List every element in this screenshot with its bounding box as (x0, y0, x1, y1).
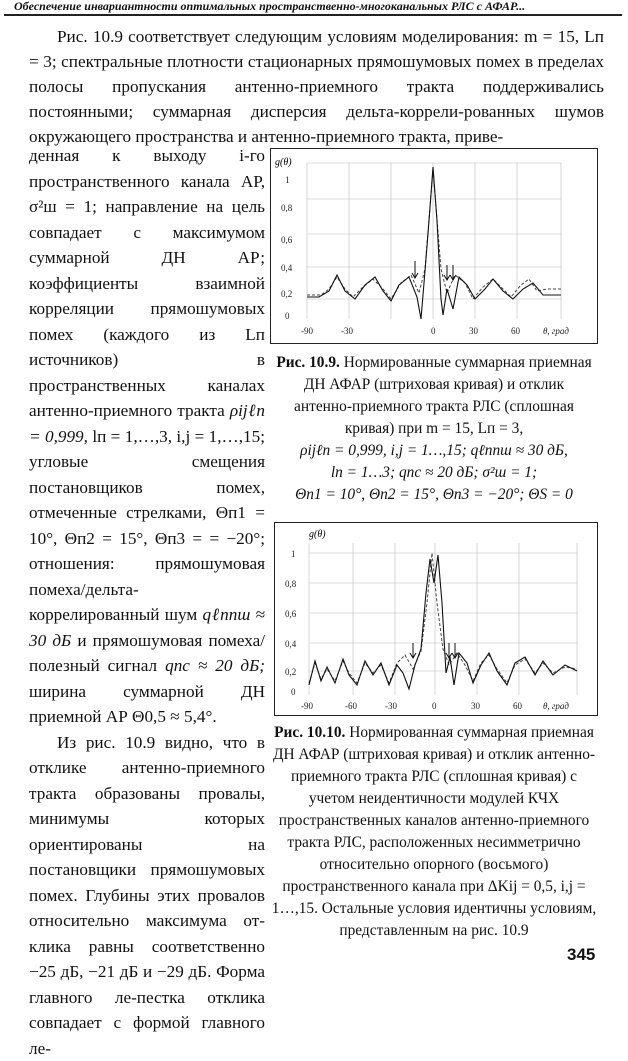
caption-text: Нормированные суммарная приемная ДН АФАР (штриховая кривая) и отклик антенно-приемного тракта РЛС (сплошная кривая) при m = 15, Lп = 3, (294, 354, 592, 437)
jammer-arrow (410, 643, 416, 658)
text-fragment: σ²ш = 1; направление на цель совпадает с максимумом суммарной ДН АР; коэффициенты взаимной корреляции прямошумовых помех (каждого из Lп источников) в пространственных каналах антенно-приемного тракта (29, 197, 265, 420)
x-tick-label: 0 (431, 326, 436, 336)
text-fragment: ширина суммарной ДН приемной АР Θ0,5 ≈ 5,4°. (29, 682, 265, 727)
text-fragment: lп = 1,…,3, i,j = 1,…,15; угловые смещения постановщиков помех, отмеченные стрелками, Θп1 = 10°, Θп2 = 15°, Θп3 = = −20°; отношения: прямошумовая помеха/дельта-коррелированный шум (29, 427, 265, 625)
x-tick-label: -90 (301, 326, 313, 336)
caption-formula: lп = 1…3; qпс ≈ 20 дБ; σ²ш = 1; (331, 464, 537, 481)
caption-10-10 (268, 722, 600, 942)
x-axis-label: θ, град (543, 326, 569, 336)
y-axis-label: g(θ) (275, 157, 292, 168)
solid-response-curve (307, 167, 561, 319)
page-number: 345 (567, 945, 595, 965)
x-tick-label: -60 (345, 701, 357, 711)
y-tick-label: 0,2 (285, 667, 296, 677)
x-axis-label: θ, град (543, 701, 569, 711)
chart-10-10 (275, 523, 597, 715)
solid-response-curve (309, 555, 577, 689)
y-tick-label: 0 (291, 687, 296, 697)
x-tick-label: -90 (301, 701, 313, 711)
y-tick-label: 0,6 (281, 235, 293, 245)
caption-formula: ρijℓп = 0,999, i,j = 1…,15; qℓппш ≈ 30 дБ, (300, 442, 568, 459)
paragraph-intro: Рис. 10.9 соответствует следующим условиям моделирования: m = 15, Lп = 3; спектральные плотности стационарных прямошумовых помех в пределах полосы пропускания антенно-приемного тракта поддерживались постоянными; суммарная дисперсия дельта-коррели-рованных шумов окружающего пространства и антенно-приемного тракта, приве- (29, 24, 604, 149)
x-tick-label: 60 (511, 326, 521, 336)
text-fragment: Из рис. 10.9 видно, что в отклике антенно-приемного тракта образованы провалы, минимумы которых ориентированы на постановщики прямошумовых помех. Глубины этих провалов относительно максимума от-клика равны соответственно −25 дБ, −21 дБ и −29 дБ. Форма главного ле-пестка отклика совпадает с формой главного ле- (29, 730, 265, 1061)
figure-10-10 (274, 522, 598, 716)
y-tick-label: 0,2 (281, 289, 292, 299)
y-axis-label: g(θ) (309, 529, 326, 540)
y-tick-label: 0,4 (285, 639, 297, 649)
chart-10-9 (271, 149, 597, 343)
formula-rho: ρijℓп = 0,999, (29, 401, 265, 446)
caption-formula: Θп1 = 10°, Θп2 = 15°, Θп3 = −20°; ΘS = 0 (295, 486, 573, 503)
header-rule (4, 14, 622, 16)
y-tick-label: 0,8 (281, 203, 293, 213)
y-tick-label: 0 (285, 311, 290, 321)
running-header: Обеспечение инвариантности оптимальных пространственно-многоканальных РЛС с АФАР... (0, 0, 628, 14)
x-tick-label: 30 (471, 701, 481, 711)
y-tick-label: 1 (285, 175, 290, 185)
x-tick-label: 0 (432, 701, 437, 711)
formula-q-ps: qпс ≈ 20 дБ; (165, 656, 265, 675)
x-tick-label: 30 (469, 326, 479, 336)
y-tick-label: 1 (291, 549, 296, 559)
jammer-arrow (452, 643, 458, 658)
left-column-text (29, 143, 265, 1061)
x-tick-label: 60 (513, 701, 523, 711)
jammer-arrow (446, 643, 452, 658)
x-tick-label: -30 (385, 701, 397, 711)
caption-text: Нормированная суммарная приемная ДН АФАР (штриховая кривая) и отклик антенно-приемного тракта РЛС (сплошная кривая) с учетом неидентичности модулей КЧХ пространственных каналов антенно-приемного тракта РЛС, расположенных несимметрично относительно опорного (восьмого) пространственного канала при ΔKij = 0,5, i,j = 1…,15. Остальные условия идентичны условиям, представленным на рис. 10.9 (272, 724, 596, 939)
caption-10-9 (274, 352, 594, 506)
y-tick-label: 0,6 (285, 609, 297, 619)
x-tick-label: -30 (341, 326, 353, 336)
formula-q-psh: qℓппш ≈ 30 дБ (29, 605, 265, 650)
caption-label: Рис. 10.10. (274, 724, 345, 741)
caption-label: Рис. 10.9. (276, 354, 340, 371)
text-fragment: и прямошумовая помеха/полезный сигнал (29, 631, 265, 676)
jammer-arrow (412, 261, 418, 278)
y-tick-label: 0,8 (285, 579, 297, 589)
figure-10-9 (270, 148, 598, 344)
y-tick-label: 0,4 (281, 263, 293, 273)
text-fragment: денная к выходу i-го пространственного канала АР, (29, 146, 265, 191)
